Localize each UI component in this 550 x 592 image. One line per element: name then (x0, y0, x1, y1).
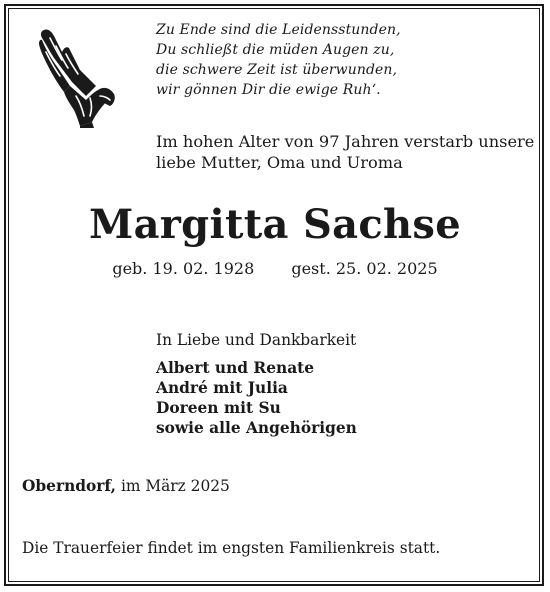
poem-line: Zu Ende sind die Leidensstunden, (156, 22, 401, 38)
mourner-name: André mit Julia (156, 379, 288, 397)
poem-line: die schwere Zeit ist überwunden, (156, 62, 398, 78)
place-name: Oberndorf, (22, 477, 117, 495)
mourner-name: Albert und Renate (156, 359, 315, 377)
notice-date: im März 2025 (120, 477, 230, 495)
announcement-text (156, 131, 534, 173)
mourner-name: Doreen mit Su (156, 399, 281, 417)
announcement-line: Im hohen Alter von 97 Jahren verstarb unsere (156, 132, 535, 151)
poem-line: Du schließt die müden Augen zu, (156, 42, 395, 58)
poem-verse (156, 20, 401, 100)
deceased-name: Margitta Sachse (89, 201, 461, 248)
praying-hands-icon (36, 26, 118, 128)
mourner-name: sowie alle Angehörigen (156, 419, 357, 437)
mourners-list (156, 358, 357, 438)
poem-line: wir gönnen Dir die ewige Ruh‘. (156, 82, 381, 98)
death-date: gest. 25. 02. 2025 (291, 259, 438, 278)
place-and-date (22, 476, 230, 497)
mourners-heading: In Liebe und Dankbarkeit (156, 331, 357, 349)
funeral-note: Die Trauerfeier findet im engsten Familienkreis statt. (22, 539, 441, 557)
life-dates (0, 258, 550, 280)
birth-date: geb. 19. 02. 1928 (112, 259, 255, 278)
announcement-line: liebe Mutter, Oma und Uroma (156, 153, 403, 172)
